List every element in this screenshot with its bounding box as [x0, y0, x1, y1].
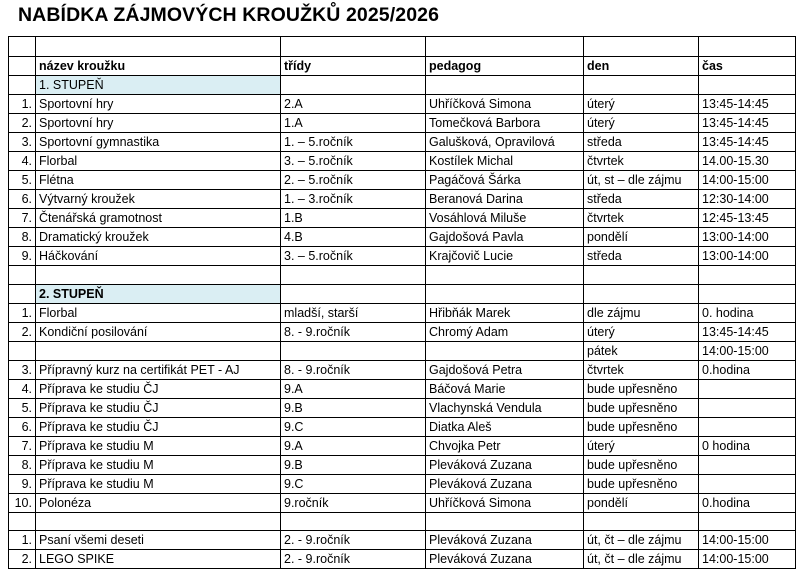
table-row — [9, 417, 796, 436]
cell-pedagog: Pleváková Zuzana — [426, 474, 584, 493]
cell-cas: 14.00-15.30 — [699, 152, 796, 171]
table-spacer-row — [9, 512, 796, 531]
table-row — [9, 209, 796, 228]
section-label-second: 2. STUPEŇ — [36, 284, 281, 303]
header-tridy: třídy — [281, 57, 426, 76]
cell-den: úterý — [584, 114, 699, 133]
cell-nazev: Čtenářská gramotnost — [36, 209, 281, 228]
cell-nazev: Sportovní hry — [36, 95, 281, 114]
cell-cas — [699, 398, 796, 417]
table-row — [9, 379, 796, 398]
cell-tridy: 9.A — [281, 379, 426, 398]
cell-cas: 0 hodina — [699, 436, 796, 455]
cell-pedagog: Tomečková Barbora — [426, 114, 584, 133]
table-row — [9, 114, 796, 133]
cell-tridy: 9.A — [281, 436, 426, 455]
cell-num: 9. — [9, 474, 36, 493]
cell-tridy: 9.C — [281, 417, 426, 436]
cell-nazev: Příprava ke studiu ČJ — [36, 417, 281, 436]
cell-nazev: Psaní všemi deseti — [36, 531, 281, 550]
cell-cas: 0. hodina — [699, 303, 796, 322]
cell-num: 1. — [9, 95, 36, 114]
cell-den: bude upřesněno — [584, 417, 699, 436]
cell-tridy: 1.A — [281, 114, 426, 133]
cell-num: 2. — [9, 114, 36, 133]
header-cas: čas — [699, 57, 796, 76]
cell-den: dle zájmu — [584, 303, 699, 322]
cell-num — [9, 341, 36, 360]
cell-num: 4. — [9, 379, 36, 398]
cell-tridy: 4.B — [281, 228, 426, 247]
cell-pedagog: Pleváková Zuzana — [426, 550, 584, 569]
cell-tridy: 2. - 9.ročník — [281, 531, 426, 550]
cell-pedagog: Chvojka Petr — [426, 436, 584, 455]
cell-num: 7. — [9, 436, 36, 455]
cell-nazev: Sportovní gymnastika — [36, 133, 281, 152]
clubs-table — [8, 36, 796, 569]
cell-pedagog: Uhříčková Simona — [426, 95, 584, 114]
page-title: NABÍDKA ZÁJMOVÝCH KROUŽKŮ 2025/2026 — [18, 4, 440, 26]
cell-tridy: 2. – 5.ročník — [281, 171, 426, 190]
cell-num: 1. — [9, 531, 36, 550]
cell-tridy: 3. – 5.ročník — [281, 152, 426, 171]
cell-nazev: Příprava ke studiu M — [36, 455, 281, 474]
cell-tridy: 1.B — [281, 209, 426, 228]
cell-num: 8. — [9, 455, 36, 474]
cell-nazev: Florbal — [36, 152, 281, 171]
cell-den: čtvrtek — [584, 209, 699, 228]
cell-cas: 13:00-14:00 — [699, 228, 796, 247]
cell-num: 8. — [9, 228, 36, 247]
table-row — [9, 303, 796, 322]
cell-tridy: 8. - 9.ročník — [281, 322, 426, 341]
cell-tridy: mladší, starší — [281, 303, 426, 322]
table-row — [9, 95, 796, 114]
table-row — [9, 322, 796, 341]
cell-nazev: Háčkování — [36, 247, 281, 266]
table-row — [9, 436, 796, 455]
clubs-table-body — [9, 37, 796, 569]
cell-nazev: Příprava ke studiu ČJ — [36, 398, 281, 417]
cell-cas — [699, 417, 796, 436]
cell-pedagog: Krajčovič Lucie — [426, 247, 584, 266]
cell-tridy: 1. – 5.ročník — [281, 133, 426, 152]
cell-nazev: Příprava ke studiu ČJ — [36, 379, 281, 398]
cell-cas: 0.hodina — [699, 360, 796, 379]
cell-cas: 12:45-13:45 — [699, 209, 796, 228]
cell-den: úterý — [584, 322, 699, 341]
cell-pedagog: Kostílek Michal — [426, 152, 584, 171]
cell-cas: 14:00-15:00 — [699, 531, 796, 550]
cell-cas: 13:00-14:00 — [699, 247, 796, 266]
table-row — [9, 133, 796, 152]
header-pedagog: pedagog — [426, 57, 584, 76]
table-row — [9, 474, 796, 493]
cell-pedagog: Pleváková Zuzana — [426, 455, 584, 474]
cell-cas: 14:00-15:00 — [699, 171, 796, 190]
cell-tridy: 9.B — [281, 455, 426, 474]
cell-pedagog: Vosáhlová Miluše — [426, 209, 584, 228]
table-row — [9, 493, 796, 512]
table-row — [9, 550, 796, 569]
cell-pedagog: Galušková, Opravilová — [426, 133, 584, 152]
table-row — [9, 398, 796, 417]
cell-num: 5. — [9, 171, 36, 190]
cell-num: 7. — [9, 209, 36, 228]
cell-pedagog: Diatka Aleš — [426, 417, 584, 436]
cell-num: 10. — [9, 493, 36, 512]
cell-cas — [699, 379, 796, 398]
cell-cas: 14:00-15:00 — [699, 341, 796, 360]
cell-pedagog: Gajdošová Pavla — [426, 228, 584, 247]
cell-cas: 13:45-14:45 — [699, 95, 796, 114]
table-row — [9, 455, 796, 474]
cell-cas: 14:00-15:00 — [699, 550, 796, 569]
cell-num: 3. — [9, 133, 36, 152]
cell-num: 9. — [9, 247, 36, 266]
cell-nazev: Přípravný kurz na certifikát PET - AJ — [36, 360, 281, 379]
cell-num: 3. — [9, 360, 36, 379]
cell-den: středa — [584, 133, 699, 152]
header-den: den — [584, 57, 699, 76]
table-row — [9, 341, 796, 360]
header-nazev: název kroužku — [36, 57, 281, 76]
cell-tridy: 9.B — [281, 398, 426, 417]
section-row-first — [9, 76, 796, 95]
table-header-row — [9, 57, 796, 76]
cell-pedagog: Uhříčková Simona — [426, 493, 584, 512]
cell-pedagog: Pagáčová Šárka — [426, 171, 584, 190]
cell-num: 5. — [9, 398, 36, 417]
cell-pedagog — [426, 341, 584, 360]
cell-den: pondělí — [584, 493, 699, 512]
cell-pedagog: Vlachynská Vendula — [426, 398, 584, 417]
table-row — [9, 190, 796, 209]
cell-nazev: Polonéza — [36, 493, 281, 512]
cell-cas: 13:45-14:45 — [699, 133, 796, 152]
cell-den: bude upřesněno — [584, 379, 699, 398]
cell-cas — [699, 474, 796, 493]
table-spacer-row — [9, 266, 796, 285]
table-row — [9, 531, 796, 550]
cell-num: 2. — [9, 550, 36, 569]
cell-tridy: 2.A — [281, 95, 426, 114]
cell-tridy: 8. - 9.ročník — [281, 360, 426, 379]
cell-pedagog: Pleváková Zuzana — [426, 531, 584, 550]
cell-pedagog: Beranová Darina — [426, 190, 584, 209]
cell-nazev — [36, 341, 281, 360]
table-row — [9, 152, 796, 171]
cell-den: pondělí — [584, 228, 699, 247]
cell-nazev: Příprava ke studiu M — [36, 474, 281, 493]
cell-cas: 0.hodina — [699, 493, 796, 512]
cell-tridy: 2. - 9.ročník — [281, 550, 426, 569]
cell-pedagog: Gajdošová Petra — [426, 360, 584, 379]
section-row-second — [9, 284, 796, 303]
cell-tridy: 9.C — [281, 474, 426, 493]
cell-num: 6. — [9, 417, 36, 436]
cell-num: 1. — [9, 303, 36, 322]
cell-den: středa — [584, 247, 699, 266]
cell-nazev: Příprava ke studiu M — [36, 436, 281, 455]
cell-pedagog: Báčová Marie — [426, 379, 584, 398]
cell-den: bude upřesněno — [584, 474, 699, 493]
cell-tridy: 9.ročník — [281, 493, 426, 512]
cell-num: 4. — [9, 152, 36, 171]
cell-nazev: Sportovní hry — [36, 114, 281, 133]
cell-den: út, čt – dle zájmu — [584, 550, 699, 569]
cell-den: čtvrtek — [584, 152, 699, 171]
cell-den: bude upřesněno — [584, 455, 699, 474]
cell-den: út, st – dle zájmu — [584, 171, 699, 190]
cell-nazev: LEGO SPIKE — [36, 550, 281, 569]
cell-den: úterý — [584, 436, 699, 455]
cell-nazev: Kondiční posilování — [36, 322, 281, 341]
table-row — [9, 171, 796, 190]
cell-tridy: 3. – 5.ročník — [281, 247, 426, 266]
cell-cas: 12:30-14:00 — [699, 190, 796, 209]
table-row — [9, 247, 796, 266]
cell-den: středa — [584, 190, 699, 209]
cell-den: pátek — [584, 341, 699, 360]
cell-den: čtvrtek — [584, 360, 699, 379]
cell-pedagog: Chromý Adam — [426, 322, 584, 341]
table-row — [9, 228, 796, 247]
cell-den: bude upřesněno — [584, 398, 699, 417]
cell-cas: 13:45-14:45 — [699, 322, 796, 341]
cell-pedagog: Hřibňák Marek — [426, 303, 584, 322]
table-row — [9, 360, 796, 379]
cell-tridy: 1. – 3.ročník — [281, 190, 426, 209]
cell-nazev: Florbal — [36, 303, 281, 322]
table-spacer-row — [9, 37, 796, 57]
cell-den: út, čt – dle zájmu — [584, 531, 699, 550]
cell-den: úterý — [584, 95, 699, 114]
cell-cas — [699, 455, 796, 474]
cell-num: 6. — [9, 190, 36, 209]
cell-nazev: Výtvarný kroužek — [36, 190, 281, 209]
cell-nazev: Flétna — [36, 171, 281, 190]
cell-nazev: Dramatický kroužek — [36, 228, 281, 247]
cell-tridy — [281, 341, 426, 360]
cell-num: 2. — [9, 322, 36, 341]
section-label-first: 1. STUPEŇ — [36, 76, 281, 95]
cell-cas: 13:45-14:45 — [699, 114, 796, 133]
